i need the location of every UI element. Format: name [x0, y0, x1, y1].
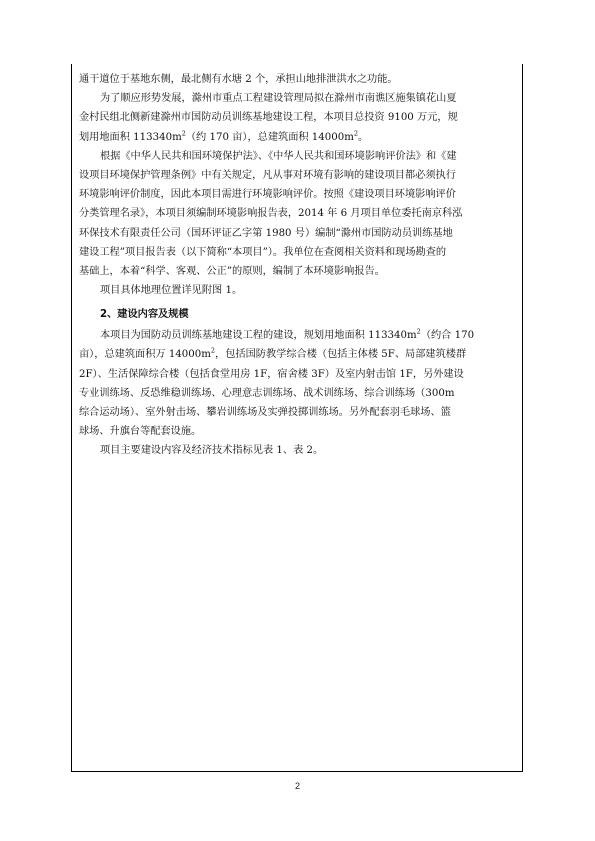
paragraph-line: 项目主要建设内容及经济技术指标见表 1、表 2。	[100, 445, 324, 457]
paragraph-line: 分类管理名录》，本项目须编制环境影响报告表，2014 年 6 月项目单位委托南京科泓	[79, 208, 463, 220]
text-fragment: （约合 170	[420, 330, 475, 342]
superscript: 2	[181, 129, 186, 138]
paragraph-line	[79, 345, 517, 364]
text-fragment: 亩），总建筑面积万 14000m	[79, 349, 211, 361]
paragraph-line	[79, 128, 517, 147]
paragraph-line: 金村民组北侧新建滁州市国防动员训练基地建设工程，本项目总投资 9100 万元，规	[79, 112, 458, 124]
paragraph-line: 通干道位于基地东侧，最北侧有水塘 2 个，承担山地排泄洪水之功能。	[79, 74, 398, 85]
text-fragment: 划用地面积 113340m	[79, 131, 182, 143]
superscript: 2	[353, 129, 359, 138]
text-fragment: 本项目为国防动员训练基地建设工程的建设，规划用地面积 113340m	[100, 330, 417, 342]
paragraph-line: 专业训练场、反恐维稳训练场、心理意志训练场、战术训练场、综合训练场（300m	[79, 387, 455, 399]
document-body	[79, 70, 517, 461]
paragraph-line: 建设工程”项目报告表（以下简称“本项目”）。我单位在查阅相关资料和现场勘查的	[79, 246, 447, 258]
paragraph-line: 项目具体地理位置详见附图 1。	[100, 285, 243, 297]
section-heading: 2、建设内容及规模	[100, 309, 189, 321]
text-fragment: （约 170 亩），总建筑面积 14000m	[185, 131, 354, 143]
paragraph-line: 综合运动场）、室外射击场、攀岩训练场及实弹投掷训练场。另外配套羽毛球场、篮	[79, 407, 451, 418]
paragraph-line	[79, 326, 517, 345]
superscript: 2	[416, 327, 421, 336]
paragraph-line: 环境影响评价制度，因此本项目需进行环境影响评价。按照《建设项目环境影响评价	[79, 189, 456, 201]
paragraph-line: 设项目环境保护管理条例》中有关规定，凡从事对环境有影响的建设项目都必须执行	[79, 169, 456, 181]
paragraph-line: 球场、升旗台等配套设施。	[79, 426, 202, 438]
page-number: 2	[294, 781, 300, 791]
text-fragment: ，包括国防教学综合楼（包括主体楼 5F、局部建筑楼群	[215, 349, 467, 361]
paragraph-line: 环保技术有限责任公司（国环评证乙字第 1980 号）编制“滁州市国防动员训练基地	[79, 227, 453, 239]
paragraph-line: 基础上，本着“科学、客观、公正”的原则，编制了本环境影响报告。	[79, 265, 385, 277]
paragraph-line: 为了顺应形势发展，滁州市重点工程建设管理局拟在滁州市南谯区施集镇花山夏	[100, 93, 457, 105]
text-fragment: 。	[358, 131, 369, 143]
superscript: 2	[210, 347, 216, 356]
paragraph-line: 2F）、生活保障综合楼（包括食堂用房 1F，宿舍楼 3F）及室内射击馆 1F，另外建设	[79, 368, 464, 380]
paragraph-line: 根据《中华人民共和国环境保护法》、《中华人民共和国环境影响评价法》和《建	[100, 150, 457, 162]
